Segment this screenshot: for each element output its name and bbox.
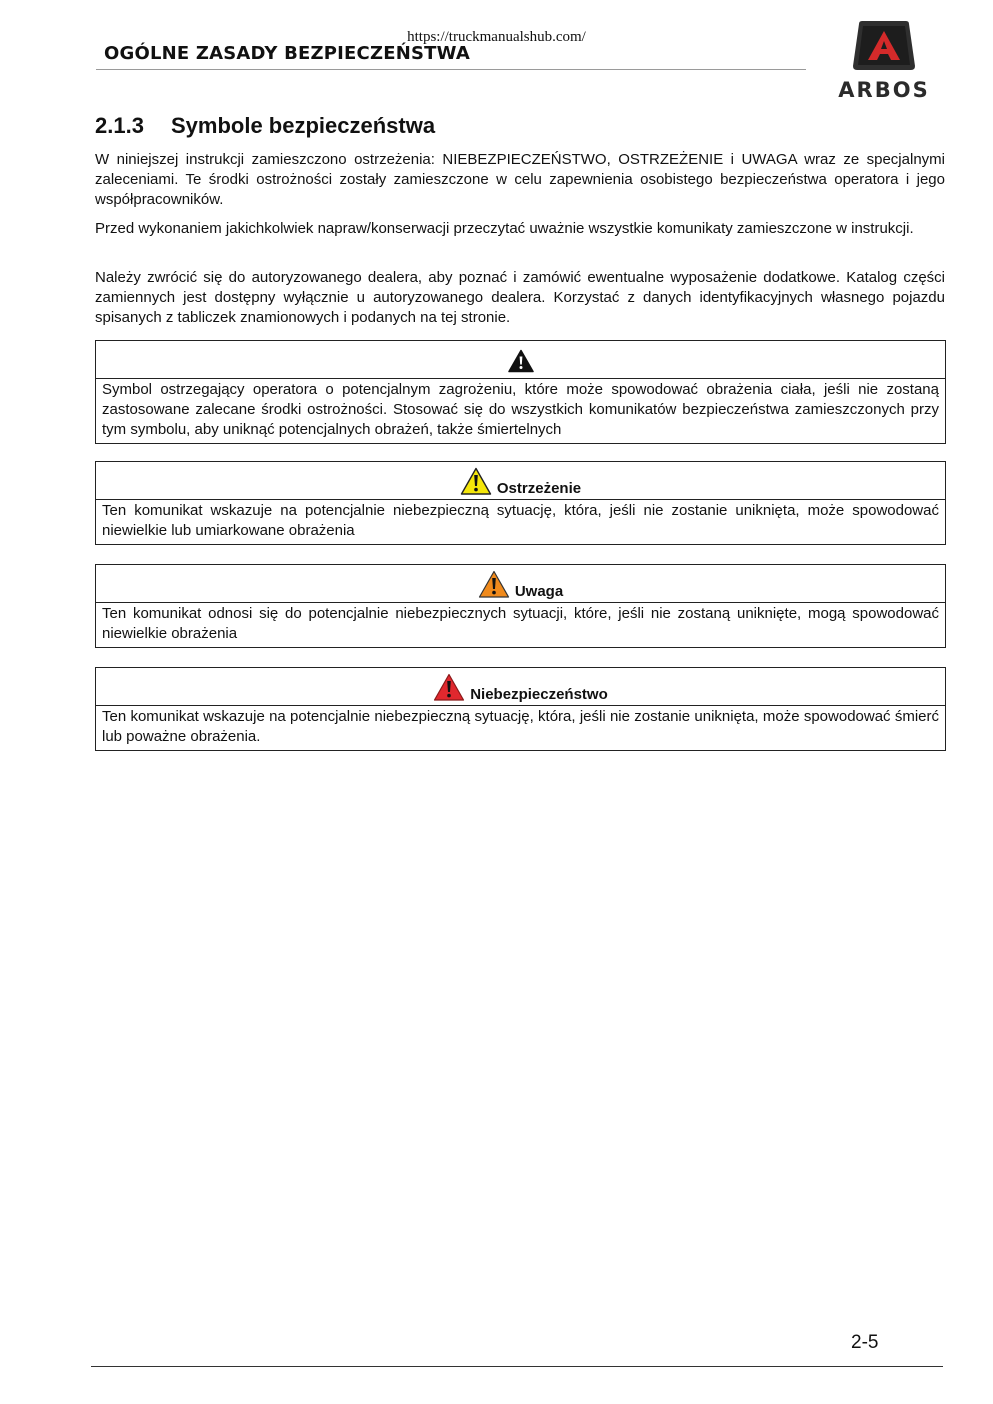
section-number: 2.1.3: [95, 113, 144, 138]
header-divider: [96, 69, 806, 70]
box-label: Ostrzeżenie: [496, 480, 582, 497]
danger-red-icon: [433, 673, 465, 702]
box-label: Niebezpieczeństwo: [470, 686, 608, 703]
paragraph: Należy zwrócić się do autoryzowanego dealera, aby poznać i zamówić ewentualne wyposażenie dodatkowe. Katalog części zamiennych jest dostępny wyłącznie u autoryzowanego dealera. Korzystać z danych identyfikacyjnych własnego pojazdu spisanych z tabliczek znamionowych i podanych na tej stronie.: [95, 269, 945, 326]
box-label: Uwaga: [514, 583, 564, 600]
header-title: OGÓLNE ZASADY BEZPIECZEŃSTWA: [104, 43, 470, 64]
warning-yellow-icon: [460, 467, 492, 496]
logo-text: ARBOS: [838, 78, 930, 102]
warning-box: [95, 461, 946, 545]
box-text: Symbol ostrzegający operatora o potencjalnym zagrożeniu, które może spowodować obrażenia ciała, jeśli nie zostaną zastosowane zalecane środki ostrożności. Stosować się do wszystkich komunikatów bezpieczeństwa zamieszczonych przy tym symbolu, aby uniknąć potencjalnych obrażeń, także śmiertelnych: [102, 381, 939, 438]
paragraph: W niniejszej instrukcji zamieszczono ostrzeżenia: NIEBEZPIECZEŃSTWO, OSTRZEŻENIE i UWAGA wraz ze specjalnymi zaleceniami. Te środki ostrożności zostały zamieszczone w celu zapewnienia osobistego bezpieczeństwa operatora i jego współpracowników.: [95, 151, 945, 208]
page-number: 2-5: [851, 1332, 879, 1353]
general-warning-icon: [508, 349, 534, 373]
danger-box: [95, 667, 946, 751]
box-header: [96, 565, 945, 603]
section-title: Symbole bezpieczeństwa: [171, 113, 436, 138]
box-text: Ten komunikat odnosi się do potencjalnie niebezpiecznych sytuacji, które, jeśli nie zostaną uniknięte, mogą spowodować niewielkie obrażenia: [102, 605, 939, 642]
footer-divider: [91, 1366, 943, 1367]
caution-orange-icon: [478, 570, 510, 599]
box-text: Ten komunikat wskazuje na potencjalnie niebezpieczną sytuację, która, jeśli nie zostanie uniknięta, może spowodować niewielkie lub umiarkowane obrażenia: [102, 502, 939, 539]
section-heading: [95, 113, 435, 139]
box-header: [96, 668, 945, 706]
arbos-logo: [828, 18, 940, 102]
box-text: Ten komunikat wskazuje na potencjalnie niebezpieczną sytuację, która, jeśli nie zostanie uniknięta, może spowodować śmierć lub poważne obrażenia.: [102, 708, 939, 745]
box-header: [96, 341, 945, 379]
caution-box: [95, 564, 946, 648]
paragraph: Przed wykonaniem jakichkolwiek napraw/konserwacji przeczytać uważnie wszystkie komunikaty zamieszczone w instrukcji.: [95, 220, 914, 237]
arbos-logo-icon: [828, 18, 940, 80]
source-url: https://truckmanualshub.com/: [407, 29, 586, 45]
box-header: [96, 462, 945, 500]
safety-symbol-box: [95, 340, 946, 444]
